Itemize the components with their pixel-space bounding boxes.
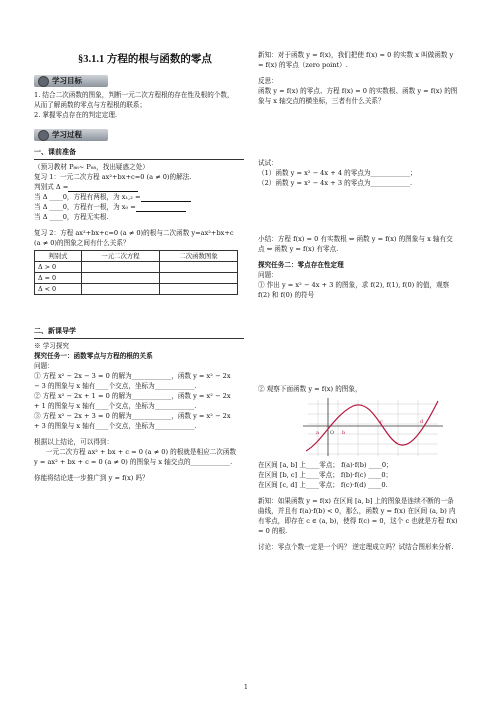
section-1-preview: （预习教材 P₈₆~ P₈₈，找出疑惑之处） (34, 163, 149, 171)
right-column (258, 50, 458, 552)
bullet-icon (38, 76, 49, 87)
table-row: Δ = 0 (35, 273, 82, 284)
section-2-title: 二、新课导学 (34, 327, 244, 339)
goal-1: 1. 结合二次函数的图象，判断一元二次方程根的存在性及根的个数，从而了解函数的零点与方程根的联系； (34, 91, 234, 109)
conclusion-2: 一元二次方程 ax² + bx + c = 0 (a ≠ 0) 的根就是相应二次函数 y = ax² + bx + c = 0 (a ≠ 0) 的图象与 x 轴交点的____________. (34, 448, 237, 466)
try-title: 试试： (258, 159, 278, 167)
task-1-question: 问题： (34, 362, 54, 370)
reflect-text: 函数 y = f(x) 的零点、方程 f(x) = 0 的实数根、函数 y = f(x) 的图象与 x 轴交点的横坐标，三者有什么关系？ (258, 87, 458, 105)
interval-1: 在区间 [a, b] 上____零点； f(a)·f(b) ____0； (258, 461, 393, 469)
conclusion-1: 根据以上结论，可以得到： (34, 438, 114, 446)
case-1-text: 当 Δ ____0，方程有两根，为 x₁,₂ = (34, 193, 141, 201)
page-number: 1 (244, 684, 248, 691)
left-column (34, 72, 238, 483)
case-2-text: 当 Δ ____0，方程有一根，为 x₀ = (34, 203, 136, 211)
page-title: §3.1.1 方程的根与函数的零点 (78, 54, 212, 65)
try-1: （1）函数 y = x² − 4x + 4 的零点为____________； (258, 169, 417, 177)
interval-2: 在区间 [b, c] 上____零点； f(b)·f(c) ____0； (258, 471, 393, 479)
graph-label-origin: O (330, 430, 335, 436)
discriminant-label: 判别式 Δ = (34, 183, 69, 191)
process-header-label: 学习过程 (52, 130, 82, 139)
reflect-title: 反思： (258, 77, 278, 85)
goals-header (34, 74, 238, 88)
bullet-icon (38, 130, 49, 141)
try-2: （2）函数 y = x² − 4x + 3 的零点为____________. (258, 179, 413, 187)
case-1 (34, 192, 238, 202)
discriminant-table (34, 250, 238, 295)
table-row: Δ > 0 (35, 262, 82, 273)
table-row: Δ < 0 (35, 284, 82, 295)
goals-header-label: 学习目标 (52, 76, 82, 85)
item-1: ① 方程 x² − 2x − 3 = 0 的解为____________，函数 y = x² − 2x − 3 的图象与 x 轴有____个交点，坐标为____________. (34, 372, 231, 390)
graph-label-b: b (342, 430, 346, 436)
task-2-item-1: ① 作出 y = x² − 4x + 3 的图象，求 f(2), f(1), f(0) 的值，观察 f(2) 和 f(0) 的符号 (258, 281, 450, 299)
section-1-title: 一、课前准备 (34, 148, 244, 160)
table-header: 判别式 (35, 251, 82, 262)
summary: 小结：方程 f(x) = 0 有实数根 ⇔ 函数 y = f(x) 的图象与 x 轴有交点 ⇔ 函数 y = f(x) 有零点. (258, 235, 453, 253)
graph-label-a: a (316, 430, 319, 436)
goal-2: 2. 掌握零点存在的判定定理. (34, 111, 118, 119)
item-3: ③ 方程 x² − 2x + 3 = 0 的解为____________，函数 y = x² − 2x + 3 的图象与 x 轴有____个交点，坐标为____________. (34, 412, 231, 430)
task-1-title: 探究任务一：函数零点与方程的根的关系 (34, 352, 153, 360)
extend-question: 你能将结论进一步推广到 y = f(x) 吗？ (34, 474, 149, 482)
task-2-item-2: ② 观察下面函数 y = f(x) 的图象， (258, 385, 362, 393)
table-header: 二次函数图象 (160, 251, 238, 262)
new-knowledge-2: 新知：如果函数 y = f(x) 在区间 [a, b] 上的图象是连续不断的一条曲线，并且有 f(a)·f(b) < 0，那么，函数 y = f(x) 在区间 (a, b) 内有零点，即存在 c ∈ (a, b)，使得 f(c) = 0，这个 c 也就是方程 f(x) = 0 的根. (258, 497, 458, 535)
process-header (34, 128, 238, 142)
case-3: 当 Δ ____0，方程无实根. (34, 213, 109, 221)
item-2: ② 方程 x² − 2x + 1 = 0 的解为____________，函数 y = x² − 2x + 1 的图象与 x 轴有____个交点，坐标为____________. (34, 392, 231, 410)
review-2: 复习 2：方程 ax²+bx+c=0 (a ≠ 0)的根与二次函数 y=ax²+bx+c (a ≠ 0)的图象之间有什么关系？ (34, 229, 234, 247)
case-2 (34, 202, 238, 212)
review-1: 复习 1：一元二次方程 ax²+bx+c=0 (a ≠ 0)的解法. (34, 173, 192, 181)
new-knowledge-1: 新知：对于函数 y = f(x)，我们把使 f(x) = 0 的实数 x 叫做函数 y = f(x) 的零点（zero point）. (258, 51, 454, 69)
task-2-question: 问题： (258, 271, 278, 279)
function-graph (298, 396, 448, 458)
graph-label-c: c (380, 419, 383, 425)
review-1-b (34, 182, 238, 192)
table-header: 一元二次方程 (82, 251, 160, 262)
explore-title: ※ 学习探究 (34, 342, 70, 350)
interval-3: 在区间 [c, d] 上____零点； f(c)·f(d) ____0. (258, 481, 388, 489)
graph-label-d: d (420, 419, 424, 425)
discussion: 讨论：零点个数一定是一个吗？ 逆定理成立吗？试结合图形来分析. (258, 543, 454, 551)
task-2-title: 探究任务二：零点存在性定理 (258, 261, 344, 269)
